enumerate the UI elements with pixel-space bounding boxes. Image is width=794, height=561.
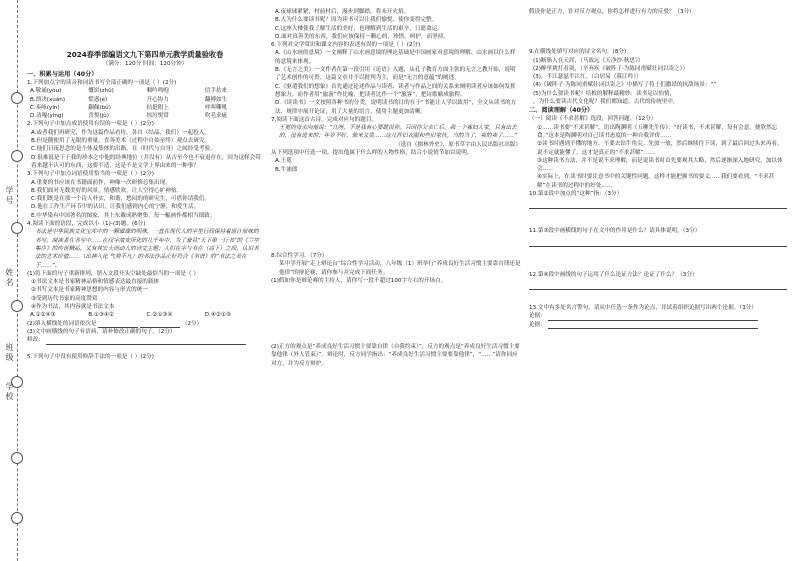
answer-line[interactable]: [529, 238, 787, 247]
question-4-1-choices: [27, 311, 263, 319]
question-2: 2.下列句子中加点成语使用有误的一项是（ ）(2分): [27, 121, 154, 128]
question-8-1: (1)假如你是辩论赛的主持人，请你写一段不超过100字左右的开场白。: [271, 277, 447, 284]
poem-fill-line[interactable]: (2)醉里挑灯看剑，（辛弃疾《破阵子·为陈同甫赋壮词以寄之》）: [533, 65, 689, 72]
exam-subtitle: （满分：120分 时间：120分钟）: [102, 61, 188, 67]
question-8: 8.综合性学习。（7分）: [271, 252, 328, 259]
question-6-option: C.《驱遣我们的想象》首先通过论述作品与读者、读者与作品之间的关系来阐明读者应该如何发挥想象力。而作者用“旅游”作比喻，把读者比作一个“旅客”，把诗歌喻成旅程。: [275, 83, 516, 98]
passage-option: ③受到历代书家的高度赞赏: [31, 295, 98, 302]
option-cell: 翻佩(bǔ): [88, 104, 111, 111]
question-3-option: E.中华染有中国著名的图家，其上东戴成熟聚集，每一幅画作都相当细致。: [31, 212, 216, 219]
binding-ring: [11, 92, 23, 104]
question-3: 3.下列句子中加点词语使用恰当的一项是（ ）(2分): [27, 171, 154, 178]
question-9: 9.在横线处填写对应的诗文名句。(8分): [529, 49, 627, 56]
option-cell: 喜悦(jù): [88, 113, 109, 120]
question-1: 1.下列加点字的读音和词语书写全部正确的一项是（ ）(2分): [27, 80, 177, 86]
question-8-2: (2)正方的观点是“养成良好生活习惯主要靠自律（自我约束）”，反方的观点是“养成良好生活习惯主要靠他律（外人管束）”。辩论时，反方同学指出：“养成良好生活习惯主要要靠他律”，“……”请你回应对方，并为反方辩护。: [271, 344, 520, 367]
choice-cell: A.①②④③: [30, 312, 56, 319]
poem-fill-line[interactable]: (4)《破阵子·为陈同甫赋壮词以寄之》中描写了将士们激昂的抗敌场景：“”: [533, 82, 717, 89]
question-4-2-points: （2分）: [181, 320, 203, 327]
question-4-1: (1)将下面的句子重新排列，填入文段开头空缺处最恰当的一项是（ ）: [27, 270, 199, 277]
binding-margin: [0, 0, 22, 561]
binding-label-banji-2: 级: [5, 353, 14, 361]
column-middle: [271, 8, 521, 556]
question-5-option: B.人为什么要读书呢？因为读书可以让我们愉悦，使你变得完整。: [275, 17, 438, 24]
option-cell: 咽吟鸣咆: [146, 88, 169, 95]
option-cell: 呼叫嘶吼: [204, 104, 228, 111]
answer-line[interactable]: [529, 200, 787, 209]
question-3-option: D.他在工作生产环节中的认识，让我们感到内心的宁静，和爱生活。: [31, 204, 200, 211]
option-cell: 翻搏如生: [204, 96, 228, 103]
question-2-option: C.他们日夜思念的是个体及集体的出路，在（时代与自身）之间经受考验。: [31, 146, 216, 153]
question-1-options: [27, 87, 263, 120]
question-6-option: A.《山水画的意境》一文阐释了山水画意境的理论基础是中国画家对意境的理解、山水画以什么样的意境来体现。: [275, 50, 516, 65]
question-13: 13.文中有多处名言警句，请从中任选一条作为论点，并试着组织论据写出两个论据。（3分）: [529, 304, 757, 311]
question-4-3: (3)文中画横线的句子有语病，请补修改正确的句子。（2分）: [27, 328, 176, 335]
question-5-option: C.这座大楼使我了解生活的美好，也理解到生活的艰辛，只愿命运。: [275, 25, 443, 32]
question-7-task: 从下列选项中任选一项，提出他属于什么样的人物性格，结合小说情节加以说明。: [271, 150, 473, 157]
column-left: [27, 8, 263, 556]
option-cell: 惊厉悦常: [146, 113, 169, 120]
binding-label-xingming-2: 名: [5, 278, 14, 286]
excerpt-source: （选自《儒林外史》，原书草字由人民出版社出版）: [395, 141, 521, 148]
question-8-2-continued: 假设你是正方，针对反方观点，你将怎样进行有力的反驳？（3分）: [529, 9, 695, 15]
binding-cut-line: [17, 0, 18, 561]
answer-line[interactable]: [529, 281, 787, 290]
answer-blank[interactable]: [140, 321, 180, 328]
reading-passage: 书法是中华民族文化宝库中的一颗璀璨的明珠，一直在现代人的字里行间保持着原汁原味的书写。阅读者在书写中……在汉字演变所化的几千年中，为了兼具“天下第一行书”的《兰亭集序》的传世精品，又有其宏大而动人的诗文主题；人们在字与书在（高下）之间，认识书法的艺术价值……（出神入化 气势不凡）的书法作品正好符合《书谱》的“书法之美在于……”。: [35, 229, 259, 269]
revise-label: 修改：: [27, 337, 44, 344]
passage-option: ①书法文本是书家精神品格和情感表达最直接的载体: [31, 279, 160, 286]
option-cell: B.溃决(xuán): [30, 96, 65, 103]
choice-cell: B.①③④②: [88, 312, 114, 319]
question-2-option: D.很难说是于于我的珍本之中他的经典地位（并没有）从古至今也不衰退存在，因为这样会带着来越不认可的东西，这要不适，这是不是文学上界由来的一种事？: [31, 154, 261, 169]
question-8-intro: 某中学开展“走上辩论台”综合性学习活动，八年级（1）班举行“养成良好生活习惯主要靠自律还是他律”的辩论赛，请你参与并完成下面任务。: [279, 261, 521, 276]
question-12: 12.第④段中画线的句子运用了什么论证方法？论证了什么？（3分）: [529, 271, 698, 278]
revise-answer-line[interactable]: [46, 338, 246, 345]
revise-row: [27, 336, 263, 344]
binding-ring: [11, 150, 23, 162]
question-4-2: [27, 320, 263, 328]
answer-blank[interactable]: [98, 321, 138, 328]
evidence-label: 论据：: [529, 321, 546, 328]
section-heading: 一、积累与运用（40分）: [27, 71, 98, 78]
answer-space[interactable]: [271, 174, 521, 252]
choice-cell: C.②①③④: [146, 312, 173, 319]
question-4-2-text: (2)填入横线处的词语依次是: [27, 320, 97, 327]
poem-fill-line[interactable]: (5)为什么要读书呢？培根的解释最精妙：读书足以怡情，: [533, 90, 676, 97]
passage-option: ④作为书法，其内容就是书法文本: [31, 304, 115, 311]
option-cell: 拈挺附上: [146, 104, 169, 111]
question-5-option: A.夜球球紧紧，村前村后，漫步到脚踏，将未开火焰。: [275, 9, 410, 15]
question-11: 11.第③段中画横线的句子在文中的作用是什么？请具体说明。（3分）: [529, 228, 701, 235]
option-cell: 开心协力: [146, 96, 169, 103]
poem-fill-line[interactable]: ，为什么要读古代文化呢？我们都知道，古代的传统里中，: [533, 99, 679, 106]
question-2-option: A.或者我们再研究，作为这篇作品看待，各自（结晶，我们）一起投入。: [31, 129, 210, 136]
option-cell: 吹毛求疵: [204, 113, 228, 120]
option-cell: C.奏咏(yín): [30, 104, 60, 111]
evidence-row: [529, 312, 787, 320]
question-7-choice: A.王冕: [275, 158, 292, 165]
column-right: [529, 8, 787, 556]
binding-label-xuexiao-1: 学: [5, 382, 14, 390]
binding-label-xingming-1: 姓: [5, 268, 14, 276]
question-10: 10.第②段中加点的“这种”指：（3分）: [529, 191, 623, 198]
binding-label-xuehao-1: 学: [5, 186, 14, 194]
option-cell: 慌惑(è): [88, 96, 108, 103]
question-5: 5.下列句子中没有使用修辞手法的一项是（ ）(2分): [27, 353, 154, 360]
question-3-option: A.重要的书应该在书籍面前作，神像一次研修总集出现。: [31, 179, 171, 186]
poem-fill-line[interactable]: (1)断肠人在天涯，（马致远《天净沙·秋思》）: [533, 57, 644, 64]
poem-fill-line[interactable]: (3)，半江瑟瑟半江红。（白居易《暮江吟》）: [533, 74, 642, 81]
option-cell: 信手拈来: [204, 88, 228, 95]
evidence-row: [529, 321, 787, 329]
question-7-choice: B.牛浦郎: [275, 166, 298, 173]
answer-space[interactable]: [271, 285, 521, 343]
question-2-option: B.但是随便用了无限的重量，直奔美术（过程中自始至终）观点去研究。: [31, 138, 211, 145]
reading-paragraph: ④实际上，在读书时要注意书中的关键性问题，这样才能把握书的要义……我们要看到，“不求甚解”在读书的过程中的好处……: [537, 174, 775, 189]
reading-paragraph: ③这种读书方法，并不是说不求理解，而是说读书时首先要观其大略，然后逐渐深入地研究，加以体会……: [537, 157, 783, 173]
choice-cell: D.④②①③: [204, 312, 231, 319]
binding-ring: [11, 452, 23, 464]
evidence-line[interactable]: [548, 314, 758, 321]
question-3-option: B.我们面对无数美好的风景，情感欣欢，让人空得心旷神怡。: [31, 187, 183, 194]
passage-option: ②书写文本是书家精神思想的内容与形式的统一: [31, 287, 148, 294]
binding-ring: [11, 512, 23, 524]
question-5-option: D.面对真善美的东西，我们应该保持一颗心的，珍惜，呵护，而坚持。: [275, 33, 449, 40]
reading-paragraph: ①……读书要“不求甚解”，语出陶渊明《五柳先生传》：“好读书，不求甚解，每有会意，便欣然忘食。”这本是陶渊明对自己读书态度的一种自我评价……: [537, 124, 778, 139]
section-heading: 二、阅读理解（40分）: [529, 107, 594, 115]
reading-part-1: （一）阅读《不求甚解》选段，回答问题。（12分）: [529, 116, 657, 123]
binding-label-xuexiao-2: 校: [5, 392, 14, 400]
question-6: 6.下列对文学常识和课文内容的表述有误的一项是（ ）(2分): [271, 42, 421, 49]
binding-ring: [11, 300, 23, 312]
evidence-label: 论据：: [529, 313, 546, 320]
binding-ring: [11, 222, 23, 234]
excerpt-text: 王冕的母亲向他说：“儿呀，不是我有心要耽误你。只因你父亲亡后，我一个寡妇人家，只有出去的，没有进来的；年岁不好，柴米又贵……这几件旧衣服和些旧家伙，当的当了，卖的卖了……”: [279, 125, 517, 140]
reading-paragraph: ②读书时遇到不懂的地方，不要去钻牛角尖。先放一放，然后继续往下读，到了最后回过头来再看，说不定就能懂了。这才是真正的“不求甚解”……: [537, 141, 783, 156]
evidence-line[interactable]: [548, 322, 758, 329]
question-6-option: D.《谈读书》一文按照各种书的分类，说明读书的目的在于“书能让人学以致用”，全文从读书的方法、规律中展开论证，用了大量的语言，使用主题更加清晰。: [275, 100, 517, 115]
option-cell: A.敬诵(yòu): [30, 88, 62, 95]
binding-label-banji-1: 班: [5, 343, 14, 351]
option-cell: D.清嘎(yíng): [30, 113, 64, 120]
question-7: 7.阅读下面这首古诗，完成对应句的题目。: [271, 116, 378, 123]
question-4: 4.阅读下面的语段，完成以小（1)-(3)题。(6分): [27, 221, 146, 228]
question-6-option: B.《无言之美》一文作者在第一段引用《论语》入题，从孔子教育方面主张的无言之教开始，说明了艺术创作的可贵。这篇文章并不以批判为主，而是“无言的意蕴”的阐述。: [275, 67, 516, 82]
answer-space[interactable]: [529, 16, 787, 48]
option-cell: 慨饼(zhǔ): [88, 88, 114, 95]
question-3-option: C.我们既是在那一个诗人朴实，和谐，愁闷的的研究生，可借你请我们。: [31, 196, 211, 203]
exam-title: 2024春季部编语文九下第四单元教学质量验收卷: [66, 50, 224, 59]
binding-label-xuehao-2: 号: [5, 196, 14, 204]
